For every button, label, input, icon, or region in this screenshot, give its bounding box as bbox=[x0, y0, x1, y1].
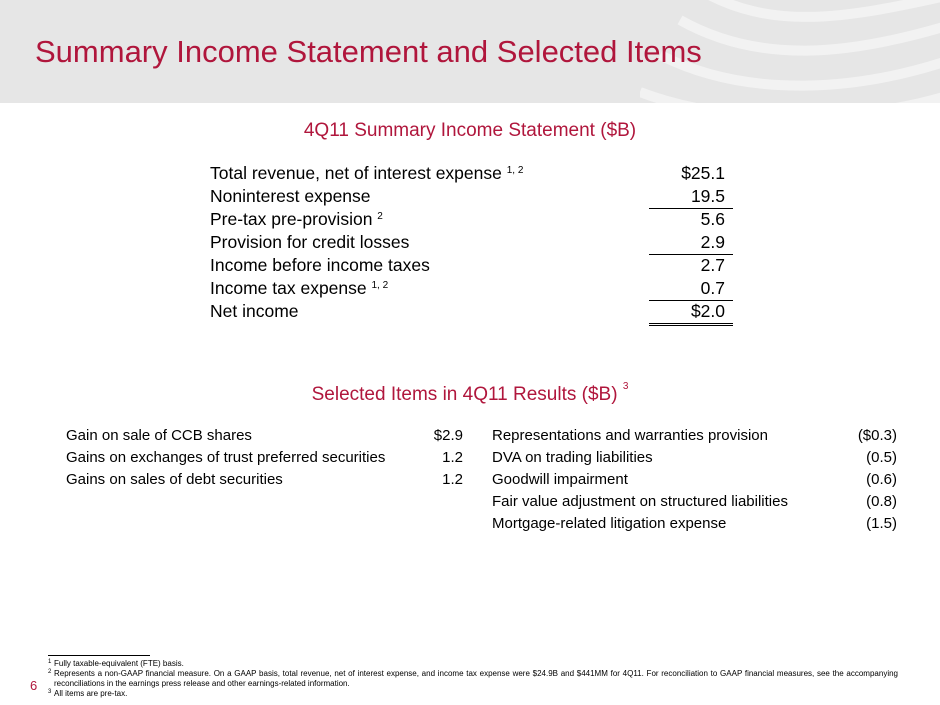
item-label: Goodwill impairment bbox=[492, 471, 628, 488]
list-item bbox=[492, 491, 897, 513]
table-row bbox=[210, 185, 733, 208]
list-item bbox=[492, 469, 897, 491]
table-row bbox=[210, 277, 733, 300]
item-value: 1.2 bbox=[442, 449, 463, 466]
income-statement-table bbox=[210, 162, 733, 323]
item-label: DVA on trading liabilities bbox=[492, 449, 653, 466]
item-value: (0.8) bbox=[866, 493, 897, 510]
item-label: Gains on exchanges of trust preferred securities bbox=[66, 449, 386, 466]
row-label: Noninterest expense bbox=[210, 186, 371, 206]
item-label: Fair value adjustment on structured liabilities bbox=[492, 493, 788, 510]
table-row bbox=[210, 162, 733, 185]
selected-items-left-list bbox=[66, 425, 463, 491]
row-label: Income before income taxes bbox=[210, 255, 430, 275]
selected-items-title: Selected Items in 4Q11 Results ($B) $^3$ bbox=[311, 381, 629, 405]
row-label: Provision for credit losses bbox=[210, 232, 410, 252]
item-label: Gains on sales of debt securities bbox=[66, 471, 283, 488]
table-row bbox=[210, 300, 733, 323]
footnote: 3 All items are pre-tax. bbox=[48, 689, 128, 698]
item-label: Representations and warranties provision bbox=[492, 427, 768, 444]
row-value: 19.5 bbox=[649, 185, 733, 209]
item-label: Gain on sale of CCB shares bbox=[66, 427, 252, 444]
item-value: ($0.3) bbox=[857, 427, 897, 444]
row-value: $2.0 bbox=[649, 300, 733, 326]
item-value: (0.5) bbox=[866, 449, 897, 466]
income-statement-title: 4Q11 Summary Income Statement ($B) bbox=[303, 120, 637, 141]
list-item bbox=[66, 425, 463, 447]
page-number: 6 bbox=[30, 678, 38, 693]
item-label: Mortgage-related litigation expense bbox=[492, 515, 727, 532]
list-item bbox=[492, 447, 897, 469]
footnote-divider bbox=[48, 655, 150, 656]
row-value: $25.1 bbox=[681, 163, 725, 183]
footnote: 1 Fully taxable-equivalent (FTE) basis. bbox=[48, 659, 184, 668]
table-row bbox=[210, 208, 733, 231]
row-value: 5.6 bbox=[700, 209, 725, 229]
selected-items-right-list bbox=[492, 425, 897, 535]
item-value: (0.6) bbox=[866, 471, 897, 488]
footnote: 2 Represents a non-GAAP financial measure. On a GAAP basis, total revenue, net of interest expense, and income tax expense were $24.9B and $441MM for 4Q11. For reconciliation to GAAP financial measures, see the accompanying reconciliations in the earnings press release and other earnings-related information. bbox=[48, 669, 898, 688]
table-row bbox=[210, 231, 733, 254]
list-item bbox=[66, 469, 463, 491]
item-value: $2.9 bbox=[433, 427, 463, 444]
list-item bbox=[492, 513, 897, 535]
item-value: 1.2 bbox=[442, 471, 463, 488]
row-label: Pre-tax pre-provision $^2$ bbox=[210, 209, 383, 229]
table-row bbox=[210, 254, 733, 277]
row-value: 2.7 bbox=[700, 255, 725, 275]
row-label: Net income bbox=[210, 301, 299, 321]
item-value: (1.5) bbox=[866, 515, 897, 532]
footnotes bbox=[48, 659, 898, 699]
row-value: 0.7 bbox=[649, 277, 733, 301]
list-item bbox=[66, 447, 463, 469]
header-band bbox=[0, 0, 940, 103]
list-item bbox=[492, 425, 897, 447]
row-label: Total revenue, net of interest expense $^{1, 2}$ bbox=[210, 163, 524, 183]
page-title: Summary Income Statement and Selected Items bbox=[35, 34, 702, 69]
row-label: Income tax expense $^{1, 2}$ bbox=[210, 278, 389, 298]
row-value: 2.9 bbox=[649, 231, 733, 255]
